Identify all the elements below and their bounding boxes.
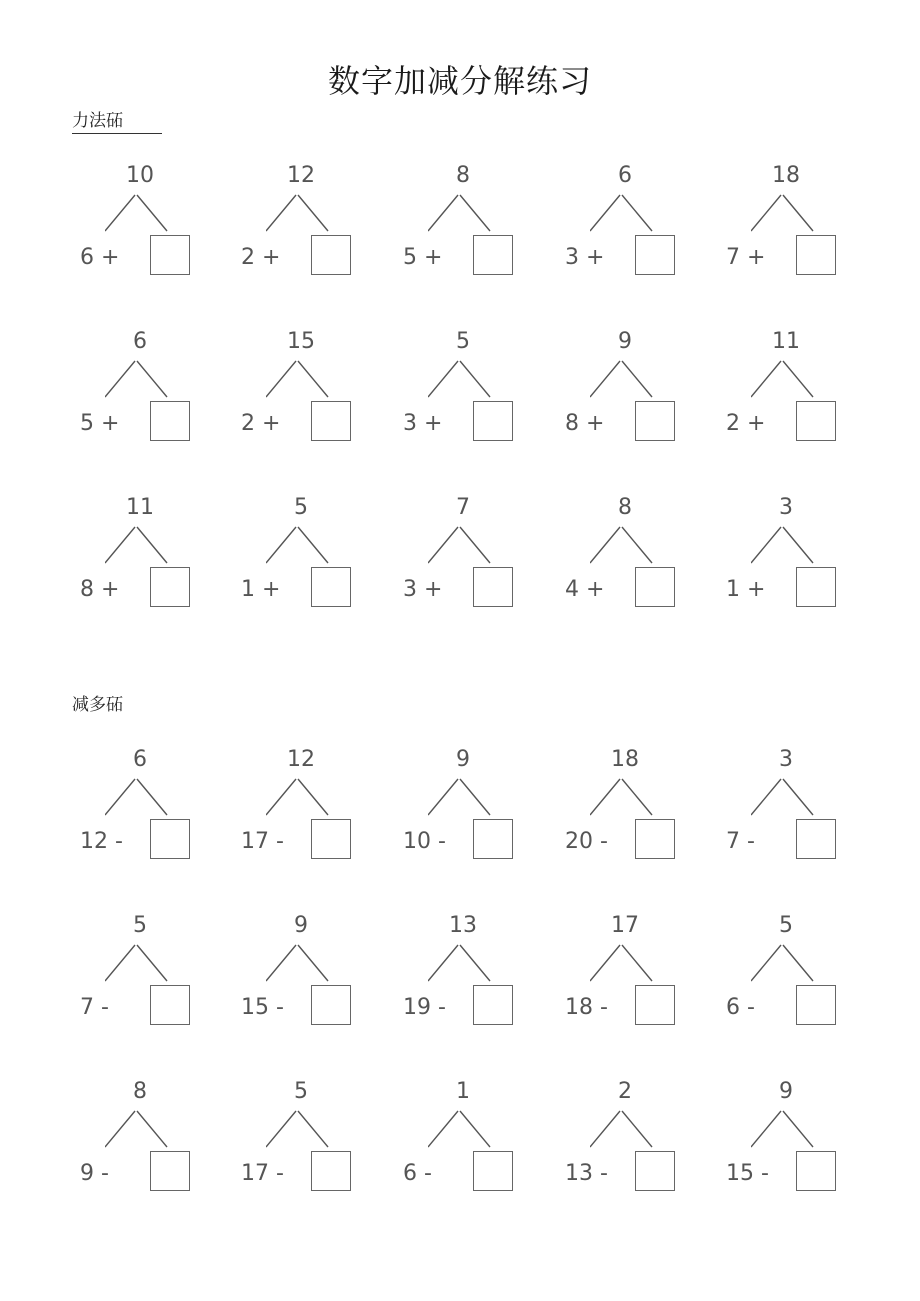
whole-number: 8 <box>618 495 632 520</box>
branch-line <box>428 1111 458 1147</box>
answer-box[interactable] <box>796 1151 836 1191</box>
branch-lines <box>590 359 660 399</box>
decomposition-problem <box>565 747 685 867</box>
part-expression: 1 + <box>241 577 281 602</box>
branch-lines <box>266 193 336 233</box>
branch-lines <box>428 193 498 233</box>
decomposition-problem <box>403 1079 523 1199</box>
branch-lines <box>266 943 336 983</box>
part-expression: 3 + <box>565 245 605 270</box>
branch-lines <box>751 525 821 565</box>
branch-line <box>137 945 167 981</box>
branch-line <box>105 527 135 563</box>
branch-line <box>105 945 135 981</box>
whole-number: 3 <box>779 747 793 772</box>
branch-line <box>751 779 781 815</box>
decomposition-problem <box>80 1079 200 1199</box>
answer-box[interactable] <box>473 567 513 607</box>
decomposition-problem <box>565 329 685 449</box>
part-expression: 20 - <box>565 829 608 854</box>
whole-number: 9 <box>618 329 632 354</box>
whole-number: 9 <box>294 913 308 938</box>
part-expression: 2 + <box>726 411 766 436</box>
branch-lines <box>105 1109 175 1149</box>
branch-lines <box>590 777 660 817</box>
branch-lines <box>428 943 498 983</box>
answer-box[interactable] <box>635 567 675 607</box>
part-expression: 3 + <box>403 411 443 436</box>
branch-lines <box>105 193 175 233</box>
part-expression: 4 + <box>565 577 605 602</box>
part-expression: 6 - <box>403 1161 432 1186</box>
branch-line <box>298 779 328 815</box>
whole-number: 6 <box>133 747 147 772</box>
whole-number: 15 <box>287 329 315 354</box>
branch-lines <box>266 525 336 565</box>
decomposition-problem <box>403 747 523 867</box>
branch-line <box>783 195 813 231</box>
answer-box[interactable] <box>796 235 836 275</box>
decomposition-problem <box>241 329 361 449</box>
branch-lines <box>751 359 821 399</box>
decomposition-problem <box>565 495 685 615</box>
part-expression: 15 - <box>726 1161 769 1186</box>
decomposition-problem <box>403 329 523 449</box>
decomposition-problem <box>241 747 361 867</box>
whole-number: 5 <box>294 495 308 520</box>
decomposition-problem <box>726 1079 846 1199</box>
branch-lines <box>590 1109 660 1149</box>
whole-number: 9 <box>456 747 470 772</box>
branch-line <box>298 1111 328 1147</box>
whole-number: 12 <box>287 163 315 188</box>
branch-lines <box>105 359 175 399</box>
answer-box[interactable] <box>150 1151 190 1191</box>
branch-line <box>751 361 781 397</box>
branch-line <box>137 527 167 563</box>
answer-box[interactable] <box>473 235 513 275</box>
part-expression: 7 - <box>80 995 109 1020</box>
part-expression: 2 + <box>241 245 281 270</box>
answer-box[interactable] <box>150 819 190 859</box>
branch-line <box>590 527 620 563</box>
whole-number: 1 <box>456 1079 470 1104</box>
answer-box[interactable] <box>473 1151 513 1191</box>
whole-number: 6 <box>618 163 632 188</box>
answer-box[interactable] <box>635 401 675 441</box>
part-expression: 6 - <box>726 995 755 1020</box>
branch-lines <box>266 1109 336 1149</box>
branch-lines <box>428 525 498 565</box>
part-expression: 19 - <box>403 995 446 1020</box>
whole-number: 7 <box>456 495 470 520</box>
branch-line <box>460 527 490 563</box>
answer-box[interactable] <box>473 401 513 441</box>
part-expression: 18 - <box>565 995 608 1020</box>
part-expression: 15 - <box>241 995 284 1020</box>
branch-line <box>590 361 620 397</box>
branch-lines <box>266 359 336 399</box>
branch-line <box>460 779 490 815</box>
branch-lines <box>751 1109 821 1149</box>
branch-lines <box>751 943 821 983</box>
decomposition-problem <box>80 495 200 615</box>
branch-line <box>428 779 458 815</box>
answer-box[interactable] <box>150 235 190 275</box>
whole-number: 11 <box>772 329 800 354</box>
answer-box[interactable] <box>796 401 836 441</box>
decomposition-problem <box>80 329 200 449</box>
branch-line <box>266 1111 296 1147</box>
branch-line <box>298 361 328 397</box>
part-expression: 13 - <box>565 1161 608 1186</box>
whole-number: 5 <box>294 1079 308 1104</box>
branch-line <box>105 1111 135 1147</box>
whole-number: 9 <box>779 1079 793 1104</box>
branch-line <box>266 945 296 981</box>
page-title: 数字加减分解练习 <box>327 62 592 100</box>
whole-number: 8 <box>456 163 470 188</box>
branch-lines <box>590 943 660 983</box>
section-label: 减多砳 <box>72 695 123 715</box>
branch-line <box>137 1111 167 1147</box>
answer-box[interactable] <box>635 1151 675 1191</box>
whole-number: 11 <box>126 495 154 520</box>
branch-line <box>105 361 135 397</box>
answer-box[interactable] <box>796 567 836 607</box>
branch-line <box>783 361 813 397</box>
decomposition-problem <box>241 913 361 1033</box>
decomposition-problem <box>726 495 846 615</box>
answer-box[interactable] <box>796 819 836 859</box>
branch-line <box>622 195 652 231</box>
branch-lines <box>105 943 175 983</box>
whole-number: 17 <box>611 913 639 938</box>
decomposition-problem <box>80 163 200 283</box>
branch-line <box>590 195 620 231</box>
branch-line <box>622 361 652 397</box>
part-expression: 8 + <box>80 577 120 602</box>
branch-line <box>590 945 620 981</box>
branch-line <box>105 195 135 231</box>
branch-line <box>298 945 328 981</box>
part-expression: 5 + <box>80 411 120 436</box>
branch-lines <box>428 777 498 817</box>
answer-box[interactable] <box>473 819 513 859</box>
whole-number: 5 <box>133 913 147 938</box>
branch-line <box>590 1111 620 1147</box>
branch-lines <box>590 525 660 565</box>
branch-line <box>137 361 167 397</box>
whole-number: 8 <box>133 1079 147 1104</box>
whole-number: 5 <box>779 913 793 938</box>
part-expression: 10 - <box>403 829 446 854</box>
branch-line <box>460 195 490 231</box>
branch-line <box>460 945 490 981</box>
decomposition-problem <box>80 913 200 1033</box>
decomposition-problem <box>80 747 200 867</box>
branch-line <box>137 779 167 815</box>
answer-box[interactable] <box>635 235 675 275</box>
branch-line <box>428 361 458 397</box>
branch-line <box>751 195 781 231</box>
part-expression: 9 - <box>80 1161 109 1186</box>
branch-line <box>622 945 652 981</box>
branch-lines <box>266 777 336 817</box>
branch-line <box>428 527 458 563</box>
branch-lines <box>428 1109 498 1149</box>
branch-lines <box>751 777 821 817</box>
decomposition-problem <box>403 495 523 615</box>
part-expression: 7 + <box>726 245 766 270</box>
decomposition-problem <box>726 163 846 283</box>
branch-line <box>460 1111 490 1147</box>
branch-line <box>266 779 296 815</box>
branch-line <box>783 945 813 981</box>
answer-box[interactable] <box>311 1151 351 1191</box>
whole-number: 2 <box>618 1079 632 1104</box>
answer-box[interactable] <box>635 985 675 1025</box>
branch-lines <box>751 193 821 233</box>
part-expression: 3 + <box>403 577 443 602</box>
whole-number: 10 <box>126 163 154 188</box>
branch-line <box>137 195 167 231</box>
decomposition-problem <box>403 913 523 1033</box>
branch-line <box>783 779 813 815</box>
part-expression: 17 - <box>241 1161 284 1186</box>
decomposition-problem <box>403 163 523 283</box>
branch-lines <box>428 359 498 399</box>
decomposition-problem <box>565 913 685 1033</box>
branch-line <box>460 361 490 397</box>
answer-box[interactable] <box>150 985 190 1025</box>
decomposition-problem <box>241 163 361 283</box>
whole-number: 13 <box>449 913 477 938</box>
branch-line <box>751 945 781 981</box>
whole-number: 12 <box>287 747 315 772</box>
branch-line <box>622 527 652 563</box>
whole-number: 6 <box>133 329 147 354</box>
whole-number: 18 <box>772 163 800 188</box>
part-expression: 6 + <box>80 245 120 270</box>
decomposition-problem <box>241 495 361 615</box>
answer-box[interactable] <box>150 401 190 441</box>
branch-lines <box>105 777 175 817</box>
whole-number: 3 <box>779 495 793 520</box>
branch-line <box>783 527 813 563</box>
part-expression: 1 + <box>726 577 766 602</box>
decomposition-problem <box>241 1079 361 1199</box>
part-expression: 2 + <box>241 411 281 436</box>
branch-line <box>783 1111 813 1147</box>
branch-line <box>266 195 296 231</box>
answer-box[interactable] <box>311 567 351 607</box>
branch-line <box>428 195 458 231</box>
answer-box[interactable] <box>796 985 836 1025</box>
answer-box[interactable] <box>311 235 351 275</box>
part-expression: 7 - <box>726 829 755 854</box>
answer-box[interactable] <box>635 819 675 859</box>
branch-line <box>751 1111 781 1147</box>
branch-line <box>428 945 458 981</box>
branch-line <box>105 779 135 815</box>
branch-lines <box>105 525 175 565</box>
whole-number: 5 <box>456 329 470 354</box>
answer-box[interactable] <box>150 567 190 607</box>
branch-line <box>751 527 781 563</box>
decomposition-problem <box>565 1079 685 1199</box>
answer-box[interactable] <box>311 819 351 859</box>
decomposition-problem <box>726 913 846 1033</box>
decomposition-problem <box>726 747 846 867</box>
part-expression: 17 - <box>241 829 284 854</box>
branch-line <box>590 779 620 815</box>
answer-box[interactable] <box>473 985 513 1025</box>
branch-line <box>266 527 296 563</box>
answer-box[interactable] <box>311 401 351 441</box>
branch-line <box>298 195 328 231</box>
branch-line <box>622 1111 652 1147</box>
part-expression: 8 + <box>565 411 605 436</box>
section-label: 力法砳 <box>72 106 162 134</box>
branch-line <box>266 361 296 397</box>
branch-line <box>298 527 328 563</box>
decomposition-problem <box>726 329 846 449</box>
decomposition-problem <box>565 163 685 283</box>
part-expression: 12 - <box>80 829 123 854</box>
whole-number: 18 <box>611 747 639 772</box>
branch-lines <box>590 193 660 233</box>
branch-line <box>622 779 652 815</box>
answer-box[interactable] <box>311 985 351 1025</box>
part-expression: 5 + <box>403 245 443 270</box>
